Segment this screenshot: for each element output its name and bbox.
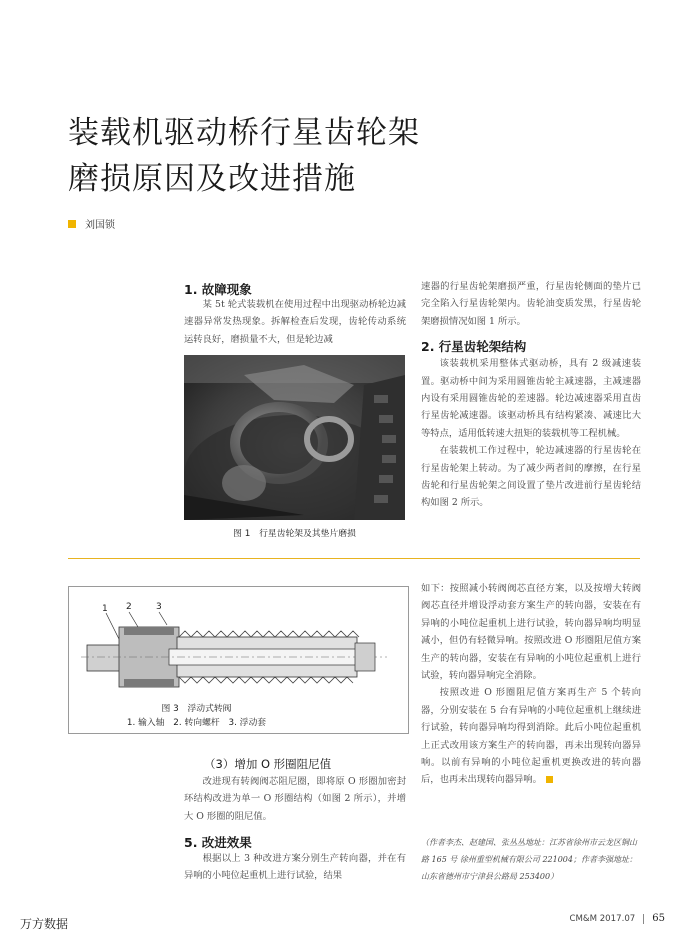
figure3-label-2: 2 xyxy=(126,602,132,612)
results-paragraph-2-text: 按照改进 O 形圈阻尼值方案再生产 5 个转向器，分别安装在 5 台有异响的小吨位起重机上继续进行试验，转向器异响均得到消除。此后小吨位起重机上正式改用该方案生产的转向器，再未出现转向器异响。以前有异响的小吨位起重机更换改进的转向器后，也再未出现转向器异响。 xyxy=(421,687,641,786)
footer-journal: CM&M 2017.07 xyxy=(569,913,636,924)
footer-brand: 万方数据 xyxy=(20,917,69,931)
author-name: 刘国锁 xyxy=(85,220,115,231)
author-marker-icon xyxy=(68,220,76,228)
section1-paragraph: 某 5t 轮式装载机在使用过程中出现驱动桥轮边减速器异常发热现象。拆解检查后发现，齿轮传动系统运转良好，磨损量不大，但是轮边减 xyxy=(184,299,406,345)
right-upper-column xyxy=(421,278,641,512)
subsection3-paragraph: 改进现有转阀阀芯阻尼圈，即将原 O 形圈加密封环结构改进为单一 O 形圈结构（如图 2 所示），并增大 O 形圈的阻尼值。 xyxy=(184,776,406,822)
section5-paragraph: 根据以上 3 种改进方案分别生产转向器，并在有异响的小吨位起重机上进行试验，结果 xyxy=(184,853,406,882)
figure1-photo xyxy=(184,355,405,520)
section-divider xyxy=(68,558,640,559)
section1-heading: 1. 故障现象 xyxy=(184,282,252,297)
author-line xyxy=(68,216,115,231)
section1-paragraph-continued: 速器的行星齿轮架磨损严重，行星齿轮侧面的垫片已完全陷入行星齿轮架内。齿轮油变质发黑，行星齿轮架磨损情况如图 1 所示。 xyxy=(421,281,641,327)
section2-paragraph-1: 该装载机采用整体式驱动桥，具有 2 级减速装置。驱动桥中间为采用圆锥齿轮主减速器，主减速器内设有采用圆锥齿轮的差速器。轮边减速器采用直齿行星齿轮减速器。该驱动桥具有结构紧凑、减速比大等特点，适用低转速大扭矩的装载机等工程机械。 xyxy=(421,358,641,439)
subsection3-heading: （3）增加 O 形圈阻尼值 xyxy=(204,757,332,771)
title-line-2: 磨损原因及改进措施 xyxy=(68,161,356,197)
figure3-legend: 1. 输入轴 2. 转向螺杆 3. 浮动套 xyxy=(126,718,267,728)
page-number: 65 xyxy=(652,913,665,924)
author-address-note: （作者李杰、赵建国、张丛丛地址：江苏省徐州市云龙区铜山路 165 号 徐州重型机械有限公司 221004；作者李强地址：山东省德州市宁津县公路局 253400） xyxy=(421,838,637,881)
section2-heading: 2. 行星齿轮架结构 xyxy=(421,339,527,355)
end-mark-icon xyxy=(546,776,553,783)
section2-paragraph-2: 在装载机工作过程中，轮边减速器的行星齿轮在行星齿轮架上转动。为了减少两者间的摩擦，在行星齿轮和行星齿轮架之间设置了垫片改进前行星齿轮结构如图 2 所示。 xyxy=(421,445,641,509)
figure1-caption: 图 1 行星齿轮架及其垫片磨损 xyxy=(233,529,356,539)
section5-heading: 5. 改进效果 xyxy=(184,835,252,850)
section1-left-column xyxy=(184,281,406,348)
results-paragraph-1: 如下：按照减小转阀阀芯直径方案，以及按增大转阀阀芯直径并增设浮动套方案生产的转向器，安装在有异响的小吨位起重机上进行试验，转向器异响均明显减小，但仍有轻微异响。按照改进 O 形圈阻尼值方案生产的转向器，安装在有异响的小吨位起重机上进行试验，转向器异响完全消除。 xyxy=(421,583,641,682)
subsection3-column xyxy=(184,755,406,825)
article-title xyxy=(68,110,588,202)
figure3-label-3: 3 xyxy=(156,602,162,612)
figure3-label-1: 1 xyxy=(102,604,108,614)
figure3-frame xyxy=(68,586,409,734)
footer-divider xyxy=(643,914,644,924)
title-line-1: 装载机驱动桥行星齿轮架 xyxy=(68,115,420,151)
section5-column xyxy=(184,834,406,885)
figure3-caption: 图 3 浮动式转阀 xyxy=(161,704,232,714)
results-paragraph-2 xyxy=(421,684,641,788)
footer-info xyxy=(569,913,665,924)
right-lower-column xyxy=(421,580,641,789)
